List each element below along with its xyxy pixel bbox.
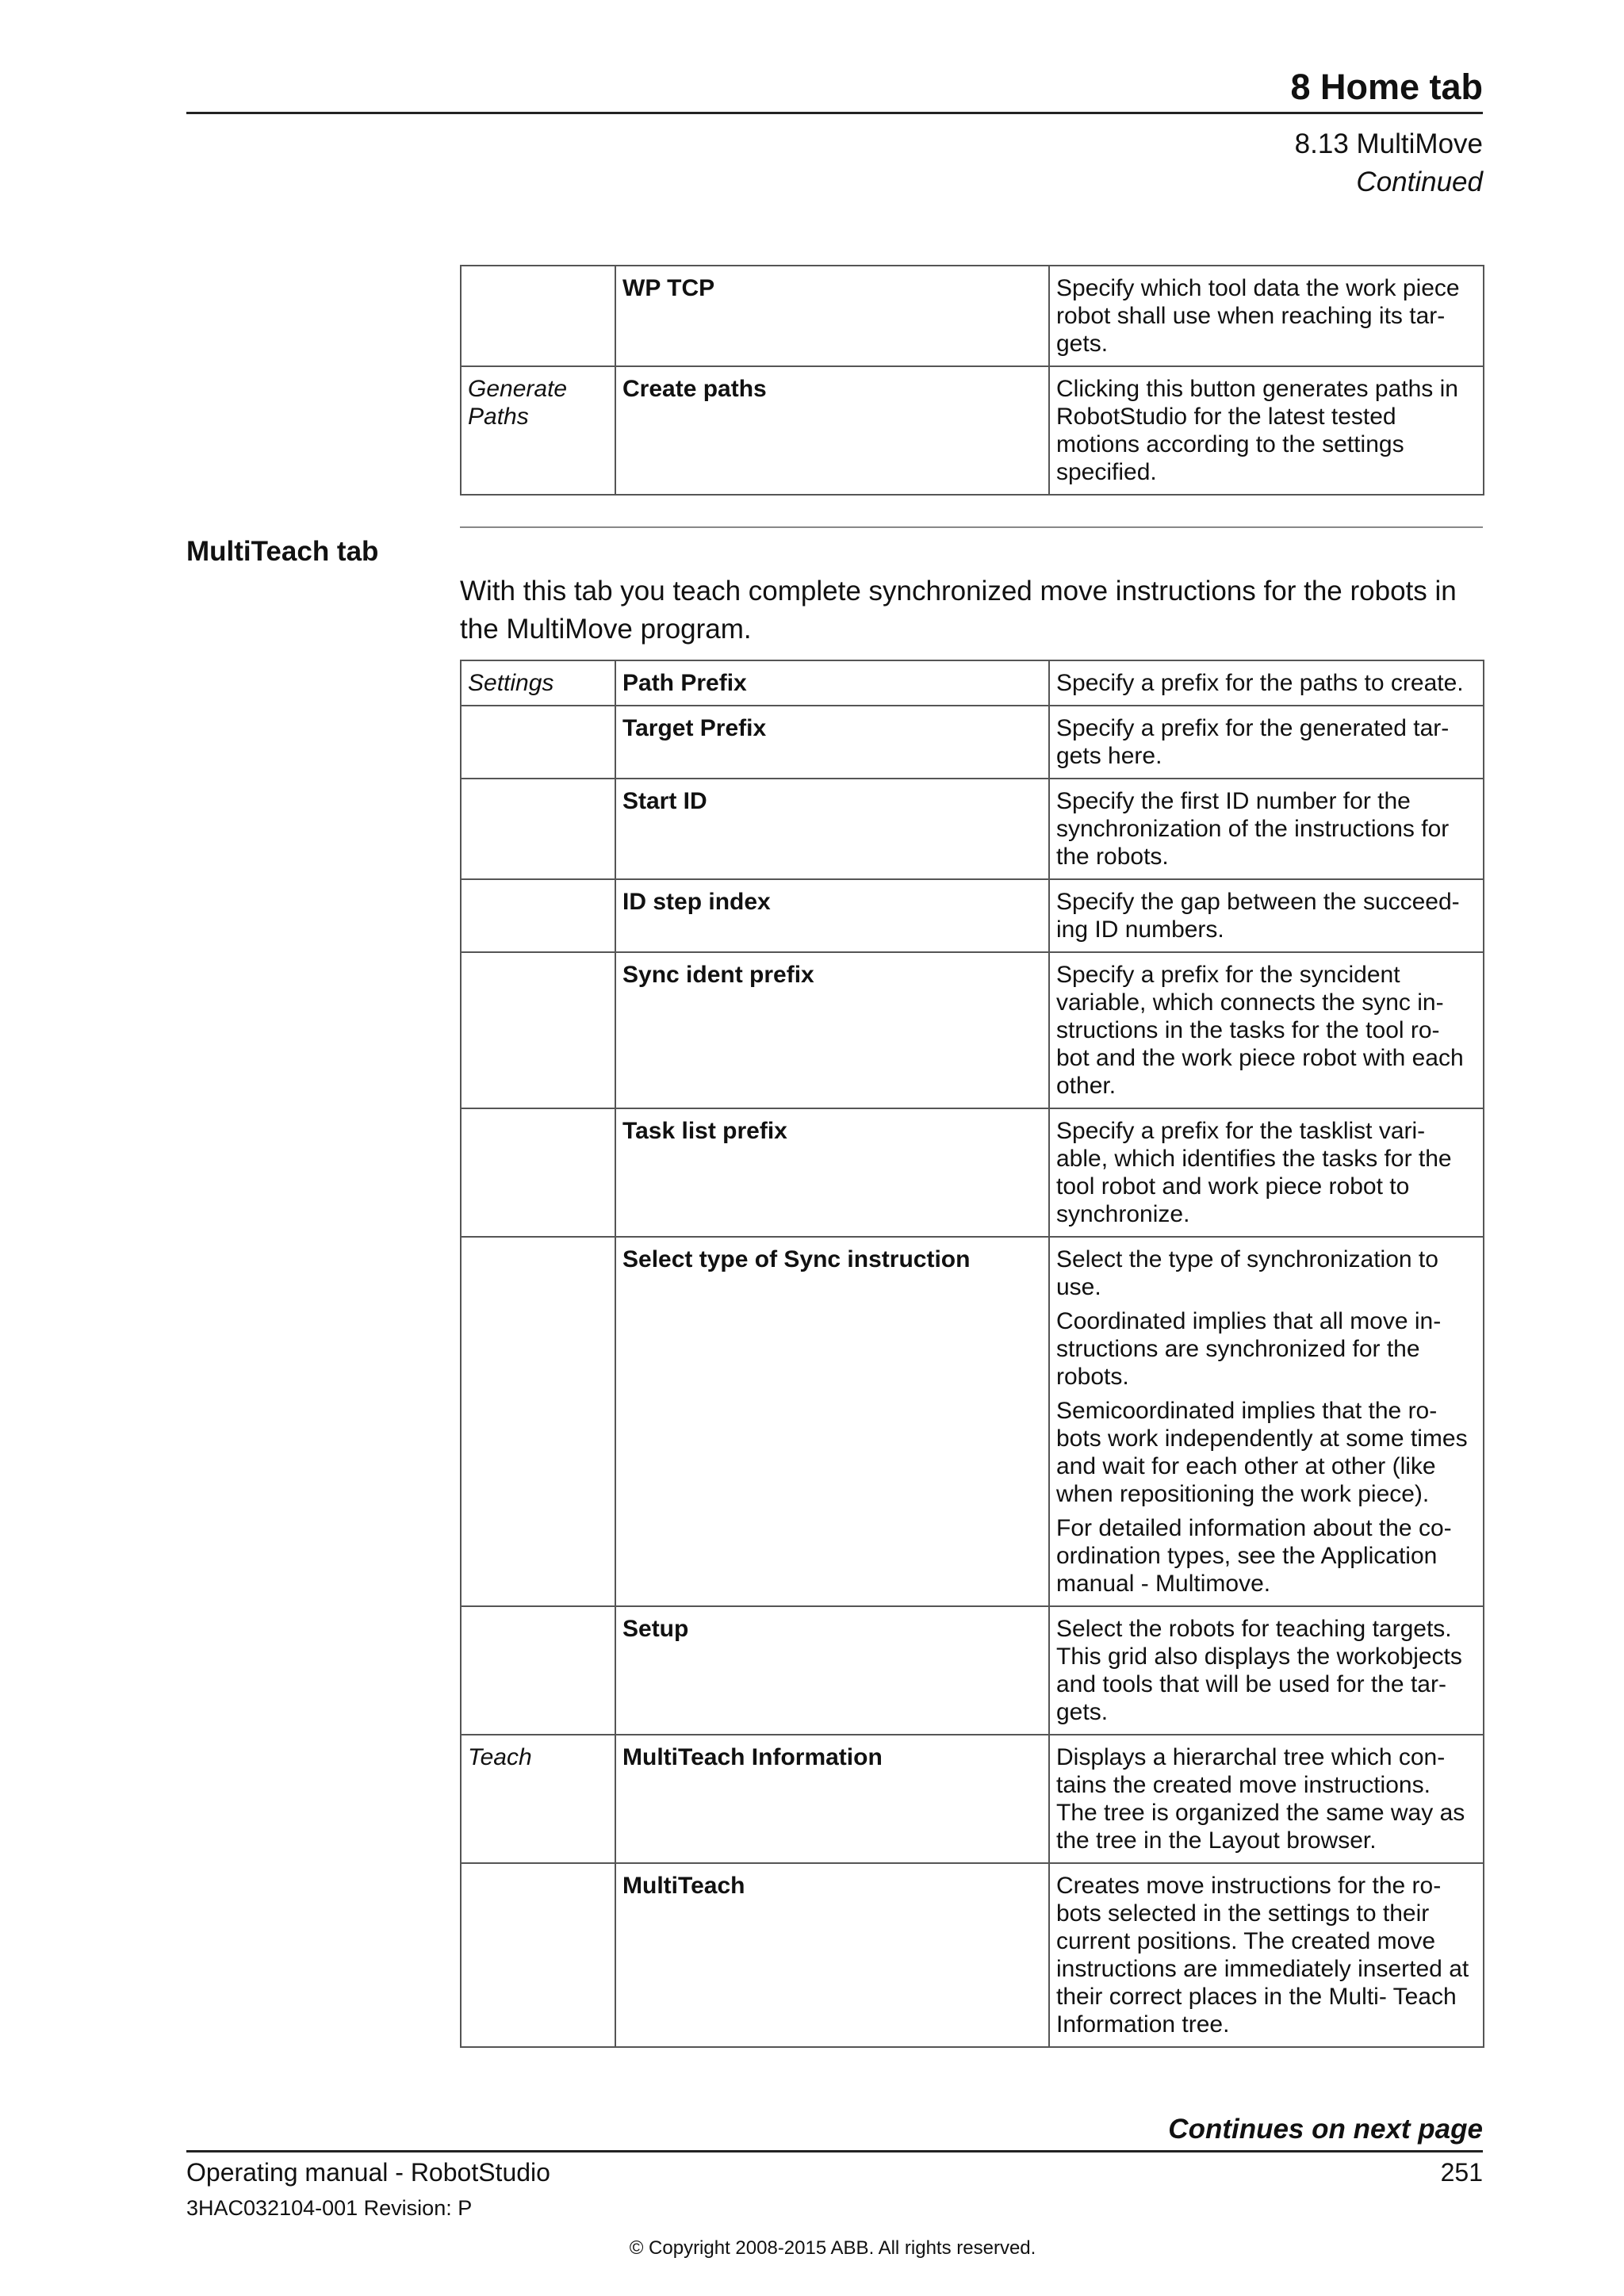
manual-title: Operating manual - RobotStudio bbox=[186, 2158, 550, 2187]
page-number: 251 bbox=[1440, 2158, 1483, 2187]
group-cell: Settings bbox=[461, 660, 615, 706]
table-row bbox=[461, 779, 1484, 879]
chapter-title: 8 Home tab bbox=[1290, 67, 1483, 107]
item-cell: Select type of Sync instruction bbox=[615, 1237, 1049, 1606]
group-cell bbox=[461, 1237, 615, 1606]
item-cell: Sync ident prefix bbox=[615, 952, 1049, 1108]
description-paragraph: Clicking this button generates paths in RobotStudio for the latest tested motions according to the settings specified. bbox=[1056, 376, 1458, 485]
description-cell bbox=[1049, 266, 1484, 366]
continued-label: Continued bbox=[1356, 166, 1483, 197]
group-cell: Generate Paths bbox=[461, 366, 615, 495]
group-cell bbox=[461, 779, 615, 879]
item-cell: Path Prefix bbox=[615, 660, 1049, 706]
group-cell bbox=[461, 266, 615, 366]
item-cell: Create paths bbox=[615, 366, 1049, 495]
table-row bbox=[461, 706, 1484, 779]
item-cell: Setup bbox=[615, 1606, 1049, 1735]
description-paragraph: Specify a prefix for the paths to create. bbox=[1056, 670, 1464, 696]
description-paragraph: Creates move instructions for the ro- bots selected in the settings to their current positions. The created move instructions are immediately inserted at their correct places in the Multi- Teach Information tree. bbox=[1056, 1873, 1469, 2038]
description-paragraph: Specify the gap between the succeed- ing ID numbers. bbox=[1056, 889, 1460, 943]
table-row bbox=[461, 1237, 1484, 1606]
description-cell bbox=[1049, 1237, 1484, 1606]
description-cell bbox=[1049, 706, 1484, 779]
copyright: © Copyright 2008-2015 ABB. All rights reserved. bbox=[629, 2237, 1036, 2259]
header-rule bbox=[186, 112, 1483, 114]
intro-paragraph: With this tab you teach complete synchronized move instructions for the robots in the MultiMove program. bbox=[460, 576, 1457, 645]
continues-next-page: Continues on next page bbox=[1168, 2114, 1483, 2145]
item-cell: ID step index bbox=[615, 879, 1049, 952]
description-cell bbox=[1049, 1863, 1484, 2047]
group-cell bbox=[461, 1863, 615, 2047]
item-cell: WP TCP bbox=[615, 266, 1049, 366]
group-cell bbox=[461, 706, 615, 779]
document-id: 3HAC032104-001 Revision: P bbox=[186, 2196, 473, 2220]
group-cell: Teach bbox=[461, 1735, 615, 1863]
description-paragraph: Specify a prefix for the tasklist vari- able, which identifies the tasks for the tool robot and work piece robot to synchronize. bbox=[1056, 1118, 1452, 1227]
group-cell bbox=[461, 1606, 615, 1735]
description-cell bbox=[1049, 1606, 1484, 1735]
table-row bbox=[461, 660, 1484, 706]
table-row bbox=[461, 1863, 1484, 2047]
item-cell: Target Prefix bbox=[615, 706, 1049, 779]
table-row bbox=[461, 1108, 1484, 1237]
description-cell bbox=[1049, 779, 1484, 879]
description-paragraph: For detailed information about the co- ordination types, see the Application manual - Multimove. bbox=[1056, 1515, 1452, 1597]
table-row bbox=[461, 366, 1484, 495]
table-row bbox=[461, 1735, 1484, 1863]
description-paragraph: Specify the first ID number for the synchronization of the instructions for the robots. bbox=[1056, 788, 1450, 870]
table-row bbox=[461, 952, 1484, 1108]
description-paragraph: Semicoordinated implies that the ro- bots work independently at some times and wait for each other at other (like when repositioning the work piece). bbox=[1056, 1398, 1468, 1507]
group-cell bbox=[461, 879, 615, 952]
description-cell bbox=[1049, 879, 1484, 952]
description-cell bbox=[1049, 1108, 1484, 1237]
description-paragraph: Coordinated implies that all move in- structions are synchronized for the robots. bbox=[1056, 1308, 1442, 1390]
description-paragraph: Displays a hierarchal tree which con- tains the created move instructions. The tree is organized the same way as the tree in the Layout browser. bbox=[1056, 1744, 1465, 1854]
group-cell bbox=[461, 1108, 615, 1237]
description-paragraph: Select the robots for teaching targets. This grid also displays the workobjects and tools that will be used for the tar- gets. bbox=[1056, 1616, 1462, 1725]
item-cell: MultiTeach Information bbox=[615, 1735, 1049, 1863]
item-cell: MultiTeach bbox=[615, 1863, 1049, 2047]
description-cell bbox=[1049, 952, 1484, 1108]
table-row bbox=[461, 879, 1484, 952]
item-cell: Task list prefix bbox=[615, 1108, 1049, 1237]
description-paragraph: Specify a prefix for the generated tar- gets here. bbox=[1056, 715, 1450, 769]
section-rule bbox=[460, 526, 1483, 528]
description-cell bbox=[1049, 1735, 1484, 1863]
description-cell bbox=[1049, 660, 1484, 706]
description-paragraph: Select the type of synchronization to use. bbox=[1056, 1246, 1438, 1300]
multiteach-table bbox=[460, 660, 1484, 2048]
continued-table bbox=[460, 265, 1484, 496]
section-title: 8.13 MultiMove bbox=[1294, 128, 1483, 159]
item-cell: Start ID bbox=[615, 779, 1049, 879]
table-row bbox=[461, 266, 1484, 366]
description-paragraph: Specify which tool data the work piece robot shall use when reaching its tar- gets. bbox=[1056, 275, 1460, 357]
section-heading: MultiTeach tab bbox=[186, 536, 379, 567]
footer-rule bbox=[186, 2150, 1483, 2152]
description-cell bbox=[1049, 366, 1484, 495]
description-paragraph: Specify a prefix for the syncident variable, which connects the sync in- structions in the tasks for the tool ro- bot and the work piece robot with each other. bbox=[1056, 962, 1464, 1099]
group-cell bbox=[461, 952, 615, 1108]
table-row bbox=[461, 1606, 1484, 1735]
